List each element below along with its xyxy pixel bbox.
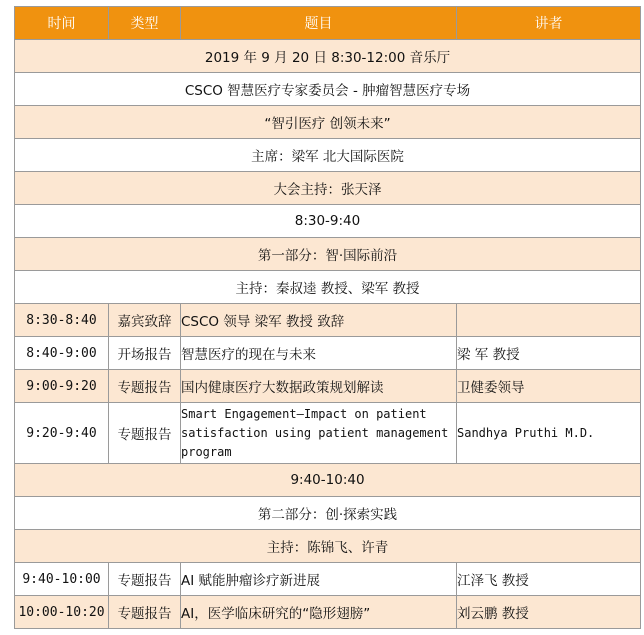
- type-cell: 嘉宾致辞: [109, 304, 181, 337]
- part2-title-row: [15, 497, 641, 530]
- table-row: [15, 304, 641, 337]
- session-slogan-row: [15, 106, 641, 139]
- topic-cell: AI，医学临床研究的“隐形翅膀”: [181, 596, 457, 629]
- topic-cell: AI 赋能肿瘤诊疗新进展: [181, 563, 457, 596]
- host-row: [15, 172, 641, 205]
- session-date: 2019 年 9 月 20 日 8:30-12:00 音乐厅: [15, 40, 641, 73]
- time-cell: 9:20-9:40: [15, 403, 109, 464]
- chair-row: [15, 139, 641, 172]
- table-row: [15, 563, 641, 596]
- header-topic: 题目: [181, 7, 457, 40]
- topic-cell: CSCO 领导 梁军 教授 致辞: [181, 304, 457, 337]
- host: 大会主持：张天泽: [15, 172, 641, 205]
- table-header-row: [15, 7, 641, 40]
- time-cell: 9:40-10:00: [15, 563, 109, 596]
- part2-time: 9:40-10:40: [15, 464, 641, 497]
- speaker-cell: 梁 军 教授: [457, 337, 641, 370]
- header-speaker: 讲者: [457, 7, 641, 40]
- speaker-cell: [457, 304, 641, 337]
- part1-time-row: [15, 205, 641, 238]
- part1-host: 主持：秦叔逵 教授、梁军 教授: [15, 271, 641, 304]
- part2-host: 主持：陈锦飞、许青: [15, 530, 641, 563]
- table-row: [15, 337, 641, 370]
- session-title-row: [15, 73, 641, 106]
- header-type: 类型: [109, 7, 181, 40]
- part1-title: 第一部分：智·国际前沿: [15, 238, 641, 271]
- speaker-cell: Sandhya Pruthi M.D.: [457, 403, 641, 464]
- schedule-table: [14, 6, 641, 629]
- type-cell: 开场报告: [109, 337, 181, 370]
- speaker-cell: 卫健委领导: [457, 370, 641, 403]
- part2-time-row: [15, 464, 641, 497]
- speaker-cell: 江泽飞 教授: [457, 563, 641, 596]
- table-row: [15, 596, 641, 629]
- time-cell: 8:30-8:40: [15, 304, 109, 337]
- time-cell: 8:40-9:00: [15, 337, 109, 370]
- time-cell: 10:00-10:20: [15, 596, 109, 629]
- table-row: [15, 370, 641, 403]
- topic-cell: 国内健康医疗大数据政策规划解读: [181, 370, 457, 403]
- session-title: CSCO 智慧医疗专家委员会 - 肿瘤智慧医疗专场: [15, 73, 641, 106]
- part2-title: 第二部分：创·探索实践: [15, 497, 641, 530]
- type-cell: 专题报告: [109, 563, 181, 596]
- header-time: 时间: [15, 7, 109, 40]
- type-cell: 专题报告: [109, 370, 181, 403]
- type-cell: 专题报告: [109, 403, 181, 464]
- part2-host-row: [15, 530, 641, 563]
- part1-title-row: [15, 238, 641, 271]
- part1-host-row: [15, 271, 641, 304]
- session-slogan: “智引医疗 创领未来”: [15, 106, 641, 139]
- part1-time: 8:30-9:40: [15, 205, 641, 238]
- table-row: [15, 403, 641, 464]
- session-date-row: [15, 40, 641, 73]
- chair: 主席：梁军 北大国际医院: [15, 139, 641, 172]
- topic-cell: Smart Engagement—Impact on patient satisfaction using patient management program: [181, 403, 457, 464]
- speaker-cell: 刘云鹏 教授: [457, 596, 641, 629]
- topic-cell: 智慧医疗的现在与未来: [181, 337, 457, 370]
- type-cell: 专题报告: [109, 596, 181, 629]
- time-cell: 9:00-9:20: [15, 370, 109, 403]
